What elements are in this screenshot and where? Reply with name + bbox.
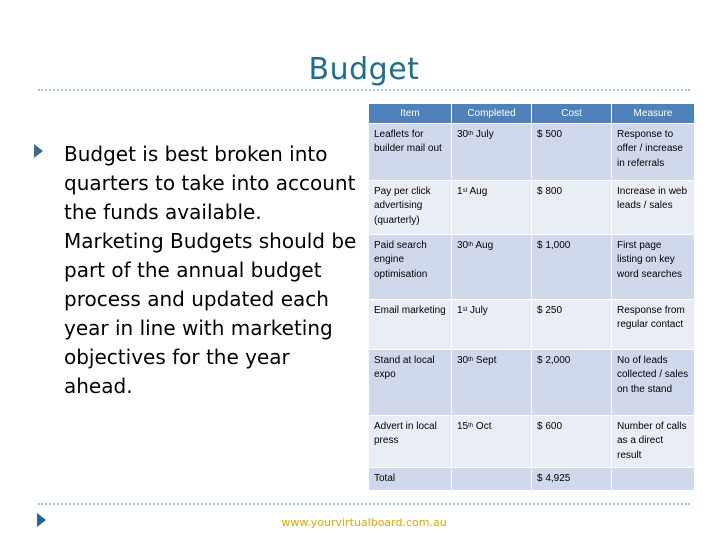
table-row <box>369 181 695 235</box>
date-month: July <box>467 305 488 316</box>
cell-measure: Response to offer / increase in referrals <box>612 124 695 181</box>
table-row <box>369 300 695 350</box>
table-row <box>369 350 695 416</box>
budget-table <box>368 103 695 491</box>
date-suffix: th <box>468 357 474 363</box>
date-month: July <box>473 129 494 140</box>
date-suffix: th <box>468 423 474 429</box>
date-suffix: th <box>468 131 474 137</box>
header-cost: Cost <box>532 104 612 124</box>
table-row <box>369 416 695 468</box>
table-header-row <box>369 104 695 124</box>
cell-item: Stand at local expo <box>369 350 452 416</box>
top-divider <box>38 89 690 91</box>
date-day: 30 <box>457 129 469 140</box>
date-day: 30 <box>457 355 469 366</box>
cell-measure: Number of calls as a direct result <box>612 416 695 468</box>
date-day: 30 <box>457 240 469 251</box>
date-suffix: th <box>468 242 474 248</box>
cell-item: Email marketing <box>369 300 452 350</box>
cell-cost: $ 600 <box>532 416 612 468</box>
cell-cost: $ 2,000 <box>532 350 612 416</box>
date-suffix: st <box>462 188 468 194</box>
bullet-text: Budget is best broken into quarters to take into account the funds available. Marketing Budgets should be part of the annual budget process and updated each year in line with marketing objectives for the year ahead. <box>64 142 357 398</box>
date-day: 1 <box>457 305 463 316</box>
date-month: Oct <box>473 421 492 432</box>
cell-measure: Response from regular contact <box>612 300 695 350</box>
footer-url: www.yourvirtualboard.com.au <box>281 516 447 529</box>
cell-completed <box>452 181 532 235</box>
cell-cost: $ 800 <box>532 181 612 235</box>
date-suffix: st <box>462 307 468 313</box>
date-month: Aug <box>467 186 488 197</box>
cell-measure: Increase in web leads / sales <box>612 181 695 235</box>
cell-item: Advert in local press <box>369 416 452 468</box>
cell-item: Paid search engine optimisation <box>369 235 452 300</box>
cell-total-cost: $ 4,925 <box>532 467 612 490</box>
bottom-divider <box>38 503 690 505</box>
cell-measure: No of leads collected / sales on the stand <box>612 350 695 416</box>
cell-total-label: Total <box>369 467 452 490</box>
cell-completed <box>452 124 532 181</box>
header-item: Item <box>369 104 452 124</box>
cell-empty <box>452 467 532 490</box>
date-day: 1 <box>457 186 463 197</box>
slide-title: Budget <box>308 52 420 87</box>
cell-item: Pay per click advertising (quarterly) <box>369 181 452 235</box>
table-total-row <box>369 467 695 490</box>
cell-cost: $ 500 <box>532 124 612 181</box>
date-day: 15 <box>457 421 469 432</box>
bullet-arrow-icon <box>34 144 43 158</box>
cell-completed <box>452 350 532 416</box>
cell-completed <box>452 300 532 350</box>
header-measure: Measure <box>612 104 695 124</box>
table-row <box>369 124 695 181</box>
cell-empty <box>612 467 695 490</box>
cell-item: Leaflets for builder mail out <box>369 124 452 181</box>
date-month: Sept <box>473 355 497 366</box>
table-row <box>369 235 695 300</box>
cell-completed <box>452 235 532 300</box>
cell-completed <box>452 416 532 468</box>
cell-measure: First page listing on key word searches <box>612 235 695 300</box>
date-month: Aug <box>473 240 494 251</box>
cell-cost: $ 250 <box>532 300 612 350</box>
header-completed: Completed <box>452 104 532 124</box>
cell-cost: $ 1,000 <box>532 235 612 300</box>
